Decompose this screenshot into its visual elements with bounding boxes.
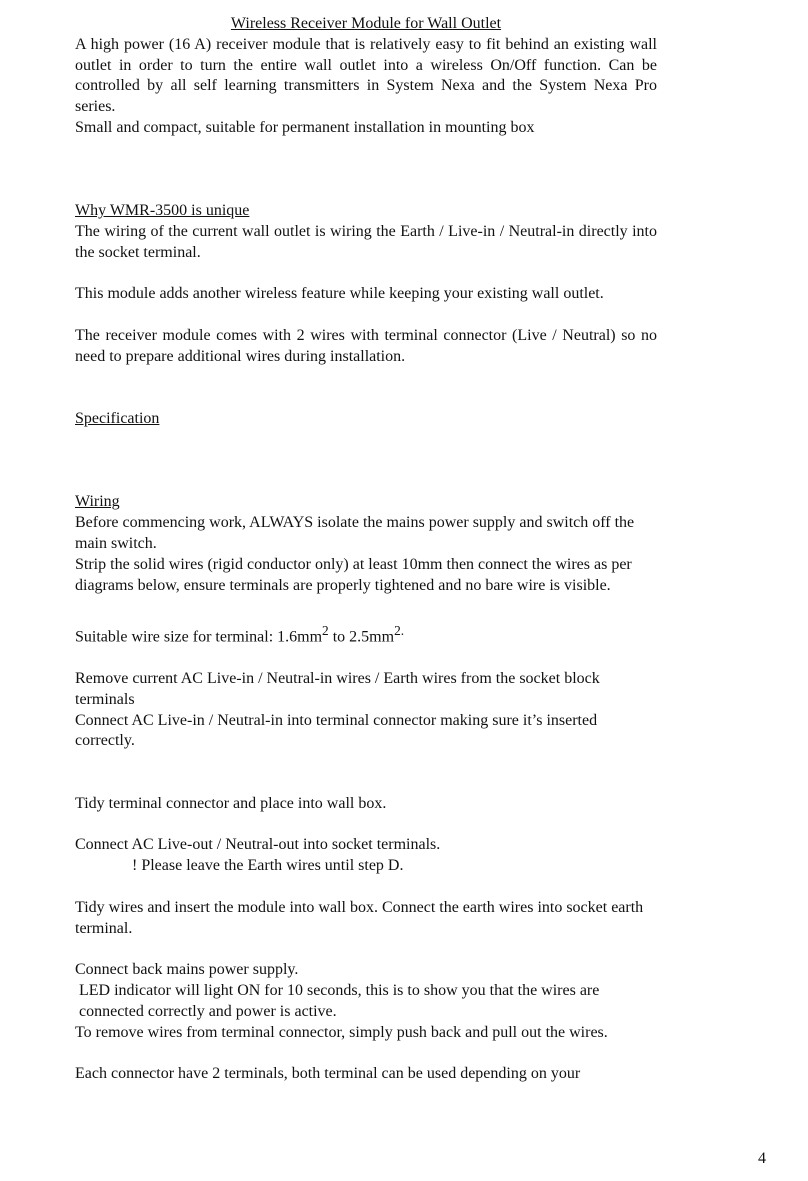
unique-paragraph-1: The wiring of the current wall outlet is wiring the Earth / Live-in / Neutral-in directly into the socket terminal. — [75, 222, 657, 261]
spacer — [75, 648, 657, 669]
spacer — [75, 139, 657, 201]
spacer — [75, 939, 657, 960]
remove-wires-paragraph: Remove current AC Live-in / Neutral-in wires / Earth wires from the socket block terminals — [75, 670, 600, 708]
wire-size-prefix: Suitable wire size for terminal: 1.6mm — [75, 628, 323, 646]
specification-heading: Specification — [75, 410, 160, 428]
earth-warning-text: Please leave the Earth wires until step D. — [137, 857, 404, 875]
spacer — [75, 752, 657, 794]
wire-size-middle: to 2.5mm — [328, 628, 395, 646]
spacer — [75, 1043, 657, 1064]
spacer — [75, 596, 657, 617]
connect-outputs-paragraph: Connect AC Live-out / Neutral-out into socket terminals. — [75, 836, 441, 854]
spacer — [75, 430, 657, 492]
power-paragraph-2: LED indicator will light ON for 10 seconds, this is to show you that the wires are connected correctly and power is active. — [79, 981, 600, 1020]
unique-paragraph-3: The receiver module comes with 2 wires with terminal connector (Live / Neutral) so no need to prepare additional wires during installation. — [75, 326, 657, 365]
unique-paragraph-2: This module adds another wireless feature while keeping your existing wall outlet. — [75, 285, 604, 303]
page-number: 4 — [758, 1150, 766, 1167]
tidy-connector-paragraph: Tidy terminal connector and place into wall box. — [75, 794, 387, 812]
intro-paragraph: A high power (16 A) receiver module that is relatively easy to fit behind an existing wall outlet in order to turn the entire wall outlet into a wireless On/Off function. Can be controlled by all self learning transmitters in System Nexa and the System Nexa Pro series. — [75, 35, 657, 116]
unique-heading: Why WMR-3500 is unique — [75, 202, 250, 220]
wiring-paragraph-1: Before commencing work, ALWAYS isolate the mains power supply and switch off the main switch. — [75, 514, 635, 552]
connect-live-neutral-paragraph: Connect AC Live-in / Neutral-in into terminal connector making sure it’s inserted correctly. — [75, 711, 598, 750]
intro-note: Small and compact, suitable for permanent installation in mounting box — [75, 118, 535, 136]
warning-icon: ! — [132, 857, 138, 875]
spacer — [75, 305, 657, 326]
power-paragraph-1: Connect back mains power supply. — [75, 961, 299, 979]
wire-size-superscript-2: 2. — [394, 623, 405, 639]
wire-size-superscript-1: 2 — [322, 623, 329, 639]
spacer — [75, 815, 657, 836]
wiring-paragraph-2: Strip the solid wires (rigid conductor only) at least 10mm then connect the wires as per diagrams below, ensure terminals are properly tightened and no bare wire is visible. — [75, 555, 632, 594]
power-paragraph-3: To remove wires from terminal connector, simply push back and pull out the wires. — [75, 1023, 608, 1041]
connector-paragraph: Each connector have 2 terminals, both terminal can be used depending on your — [75, 1065, 581, 1083]
wiring-heading: Wiring — [75, 493, 120, 511]
wire-size-line — [75, 621, 657, 648]
page-title: Wireless Receiver Module for Wall Outlet — [230, 15, 502, 32]
spacer — [75, 264, 657, 285]
spacer — [75, 877, 657, 898]
earth-warning-note — [75, 856, 657, 877]
spacer — [75, 368, 657, 410]
document-page — [75, 14, 657, 1085]
tidy-wires-paragraph: Tidy wires and insert the module into wall box. Connect the earth wires into socket earth terminal. — [75, 898, 644, 937]
